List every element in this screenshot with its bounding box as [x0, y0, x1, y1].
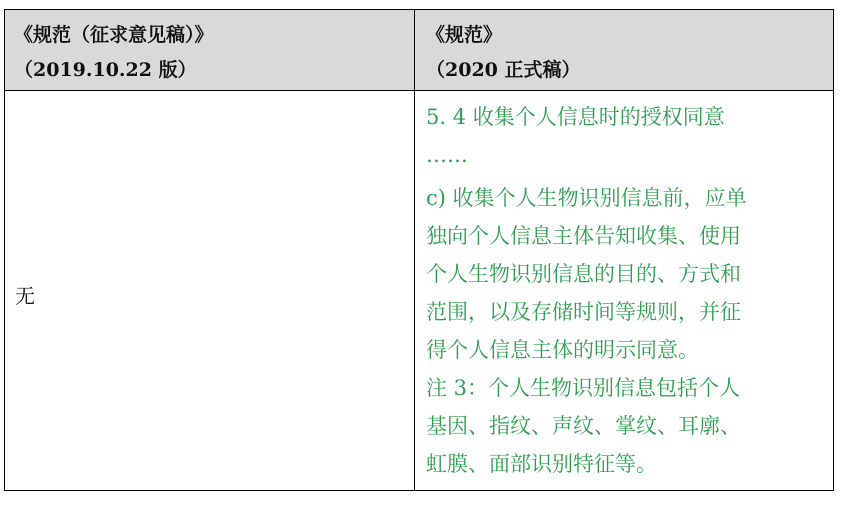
header-left-subtitle: （2019.10.22 版） [14, 59, 197, 81]
table-header [5, 10, 833, 91]
right-body-cell [426, 98, 826, 483]
comparison-table [4, 9, 834, 491]
clause-line: 得个人信息主体的明示同意。 [426, 338, 699, 362]
header-right-title: 《规范》 [426, 24, 503, 46]
clause-line: 个人生物识别信息的目的、方式和 [426, 262, 741, 286]
clause-line: c) 收集个人生物识别信息前，应单 [426, 186, 747, 210]
left-body-cell [15, 282, 35, 310]
header-left-title: 《规范（征求意见稿）》 [14, 24, 214, 46]
clause-line: 独向个人信息主体告知收集、使用 [426, 224, 741, 248]
column-divider [414, 10, 415, 490]
note-line: 注 3：个人生物识别信息包括个人 [426, 376, 741, 400]
header-left-cell [14, 10, 409, 90]
left-body-text: 无 [15, 284, 35, 308]
note-line: 虹膜、面部识别特征等。 [426, 452, 657, 476]
ellipsis-text: …… [426, 143, 468, 167]
header-right-subtitle: （2020 正式稿） [426, 59, 581, 81]
note-line: 基因、指纹、声纹、掌纹、耳廓、 [426, 414, 741, 438]
section-heading: 5. 4 收集个人信息时的授权同意 [426, 105, 725, 129]
clause-line: 范围，以及存储时间等规则，并征 [426, 300, 741, 324]
header-right-cell [426, 10, 826, 90]
